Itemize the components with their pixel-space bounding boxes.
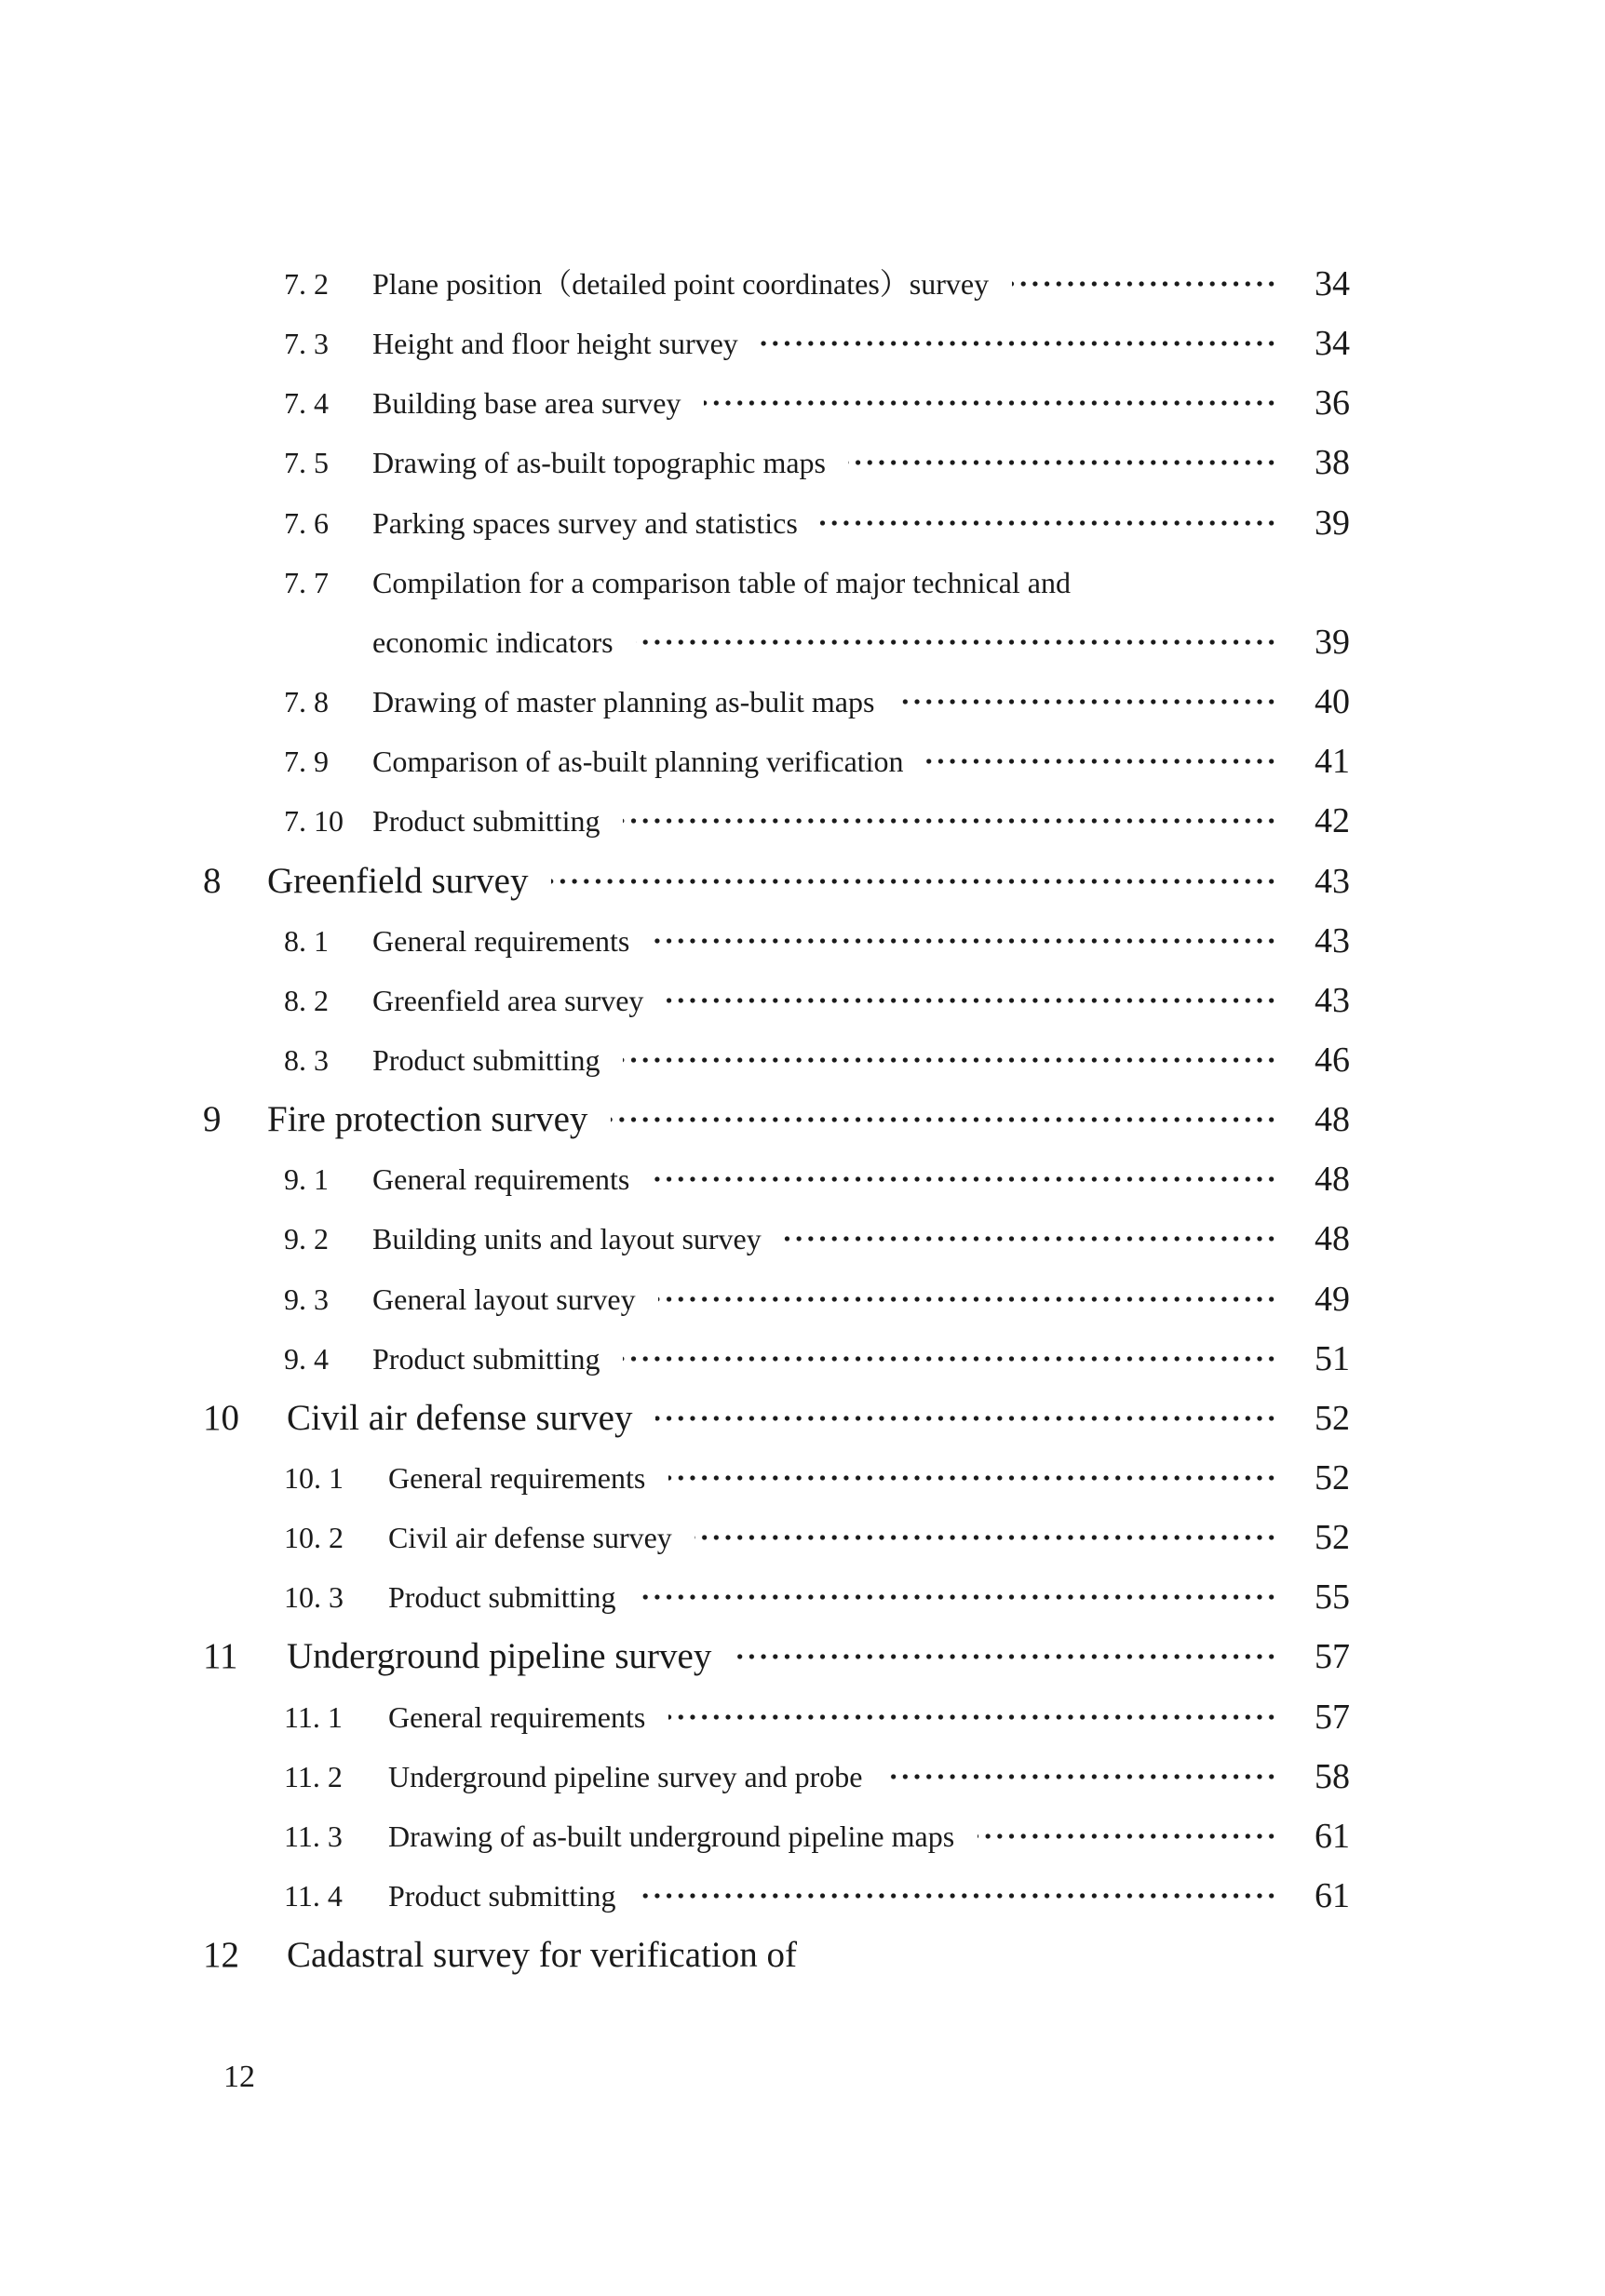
- toc-section-number: 7. 5: [284, 446, 329, 480]
- toc-chapter-row[interactable]: [0, 1629, 1605, 1685]
- toc-section-number: 8. 1: [284, 923, 329, 958]
- toc-page-number: 49: [1315, 1279, 1350, 1319]
- toc-page-number: 61: [1315, 1876, 1350, 1916]
- toc-page-number: 43: [1315, 861, 1350, 901]
- toc-page-number: 43: [1315, 980, 1350, 1020]
- toc-entry-row[interactable]: [0, 1032, 1605, 1088]
- toc-section-number: 9: [203, 1099, 222, 1140]
- dot-leader: [761, 341, 1277, 346]
- toc-chapter-row[interactable]: [0, 1390, 1605, 1446]
- toc-entry-row[interactable]: [0, 1689, 1605, 1745]
- dot-leader: [623, 1057, 1277, 1063]
- dot-leader: [611, 1117, 1277, 1122]
- dot-leader: [667, 998, 1277, 1003]
- toc-entry-row[interactable]: [0, 1331, 1605, 1387]
- dot-leader: [735, 1654, 1277, 1659]
- toc-page-number: 51: [1315, 1338, 1350, 1378]
- toc-page-number: 52: [1315, 1518, 1350, 1558]
- toc-section-title: Greenfield area survey: [372, 983, 644, 1017]
- toc-section-title: General requirements: [372, 1162, 630, 1197]
- toc-section-title: Drawing of as-built underground pipeline maps: [388, 1819, 955, 1853]
- dot-leader: [897, 699, 1277, 705]
- toc-chapter-row[interactable]: [0, 1927, 1605, 1983]
- dot-leader: [820, 520, 1277, 526]
- toc-section-number: 10. 3: [284, 1580, 344, 1615]
- toc-section-title: Greenfield survey: [267, 860, 529, 901]
- toc-section-title: Height and floor height survey: [372, 327, 738, 361]
- toc-section-title: Cadastral survey for verification of: [287, 1935, 797, 1976]
- toc-section-title: Product submitting: [388, 1879, 616, 1913]
- toc-page-number: 48: [1315, 1219, 1350, 1259]
- toc-section-title: Building base area survey: [372, 386, 681, 421]
- toc-page-number: 34: [1315, 324, 1350, 364]
- toc-section-title: Product submitting: [372, 804, 600, 839]
- toc-section-title: Underground pipeline survey and probe: [388, 1759, 863, 1793]
- toc-entry-row[interactable]: [0, 1271, 1605, 1327]
- toc-section-title: Comparison of as-built planning verification: [372, 745, 904, 779]
- toc-page-number: 48: [1315, 1160, 1350, 1200]
- toc-entry-row[interactable]: [0, 316, 1605, 371]
- toc-section-number: 8. 2: [284, 983, 329, 1017]
- toc-page-number: 39: [1315, 503, 1350, 543]
- toc-section-number: 7. 3: [284, 327, 329, 361]
- dot-leader: [668, 1475, 1277, 1481]
- dot-leader: [639, 1893, 1277, 1899]
- toc-section-title: economic indicators: [372, 624, 614, 659]
- toc-section-number: 9. 2: [284, 1222, 329, 1256]
- toc-entry-row[interactable]: [0, 733, 1605, 789]
- dot-leader: [655, 1416, 1277, 1421]
- toc-section-number: 12: [203, 1935, 239, 1976]
- toc-section-number: 8. 3: [284, 1042, 329, 1077]
- toc-section-title: General requirements: [388, 1461, 646, 1495]
- toc-entry-row[interactable]: [0, 1808, 1605, 1864]
- dot-leader: [848, 460, 1277, 465]
- toc-page-number: 34: [1315, 264, 1350, 303]
- toc-page-number: 55: [1315, 1578, 1350, 1618]
- toc-section-number: 7. 9: [284, 745, 329, 779]
- toc-entry-row[interactable]: [0, 495, 1605, 551]
- dot-leader: [704, 400, 1277, 406]
- toc-entry-row[interactable]: [0, 435, 1605, 490]
- toc-page-number: 48: [1315, 1100, 1350, 1140]
- toc-section-title: Civil air defense survey: [287, 1397, 633, 1438]
- toc-section-number: 7. 6: [284, 505, 329, 540]
- toc-page-number: 40: [1315, 682, 1350, 722]
- toc-section-title: Fire protection survey: [267, 1099, 588, 1140]
- toc-entry-row[interactable]: [0, 1450, 1605, 1506]
- toc-section-number: 7. 4: [284, 386, 329, 421]
- toc-entry-row[interactable]: [0, 1868, 1605, 1924]
- toc-section-number: 9. 3: [284, 1282, 329, 1316]
- dot-leader: [639, 1594, 1277, 1600]
- toc-section-title: Compilation for a comparison table of major technical and: [372, 565, 1071, 599]
- toc-page-number: 43: [1315, 920, 1350, 960]
- toc-page-number: 57: [1315, 1637, 1350, 1677]
- toc-entry-row[interactable]: [0, 674, 1605, 730]
- toc-page-number: 61: [1315, 1816, 1350, 1856]
- toc-page-number: 39: [1315, 622, 1350, 662]
- toc-page-number: 46: [1315, 1040, 1350, 1080]
- toc-section-number: 11. 1: [284, 1699, 343, 1734]
- toc-entry-row[interactable]: [0, 973, 1605, 1028]
- toc-section-number: 7. 10: [284, 804, 344, 839]
- toc-section-title: Underground pipeline survey: [287, 1636, 712, 1677]
- toc-section-number: 7. 8: [284, 685, 329, 719]
- toc-page-number: 36: [1315, 383, 1350, 423]
- dot-leader: [623, 1356, 1277, 1362]
- toc-page-number: 42: [1315, 801, 1350, 841]
- dot-leader: [653, 1176, 1277, 1182]
- toc-section-number: 10: [203, 1397, 239, 1438]
- toc-page-number: 52: [1315, 1398, 1350, 1438]
- toc-entry-row[interactable]: [0, 1569, 1605, 1625]
- dot-leader: [551, 879, 1277, 884]
- toc-section-title: Drawing of as-built topographic maps: [372, 446, 826, 480]
- toc-entry-row[interactable]: [0, 913, 1605, 969]
- toc-entry-row[interactable]: [0, 375, 1605, 431]
- toc-section-number: 11. 4: [284, 1879, 343, 1913]
- toc-section-title: Building units and layout survey: [372, 1222, 762, 1256]
- toc-section-number: 11: [203, 1636, 238, 1677]
- toc-section-title: General requirements: [388, 1699, 646, 1734]
- toc-section-title: General layout survey: [372, 1282, 636, 1316]
- toc-section-title: Drawing of master planning as-bulit maps: [372, 685, 875, 719]
- dot-leader: [653, 938, 1277, 944]
- toc-chapter-row[interactable]: [0, 853, 1605, 909]
- toc-page-number: 52: [1315, 1458, 1350, 1497]
- toc-entry-row[interactable]: [0, 1151, 1605, 1207]
- dot-leader: [926, 759, 1277, 764]
- toc-section-title: Product submitting: [388, 1580, 616, 1615]
- toc-section-title: Product submitting: [372, 1042, 600, 1077]
- page-number: 12: [223, 2060, 255, 2094]
- toc-section-number: 11. 2: [284, 1759, 343, 1793]
- toc-section-title: General requirements: [372, 923, 630, 958]
- toc-entry-row[interactable]: [0, 555, 1605, 611]
- dot-leader: [658, 1296, 1277, 1302]
- toc-page-number: 58: [1315, 1756, 1350, 1796]
- toc-page-number: 57: [1315, 1697, 1350, 1737]
- toc-entry-row[interactable]: [0, 1749, 1605, 1805]
- toc-section-number: 9. 1: [284, 1162, 329, 1197]
- dot-leader: [668, 1714, 1277, 1720]
- toc-entry-row[interactable]: [0, 793, 1605, 849]
- toc-page-number: 41: [1315, 742, 1350, 782]
- toc-entry-row[interactable]: [0, 1211, 1605, 1267]
- dot-leader: [695, 1535, 1277, 1540]
- toc-section-number: 8: [203, 860, 222, 901]
- dot-leader: [978, 1833, 1277, 1839]
- toc-section-number: 11. 3: [284, 1819, 343, 1853]
- toc-section-title: Product submitting: [372, 1341, 600, 1376]
- toc-entry-row[interactable]: [0, 256, 1605, 312]
- toc-page-number: 38: [1315, 443, 1350, 483]
- toc-section-number: 9. 4: [284, 1341, 329, 1376]
- dot-leader: [1012, 281, 1277, 287]
- dot-leader: [885, 1774, 1277, 1779]
- toc-section-title: Civil air defense survey: [388, 1521, 672, 1555]
- toc-chapter-row[interactable]: [0, 1092, 1605, 1148]
- toc-section-number: 7. 2: [284, 267, 329, 301]
- toc-entry-row[interactable]: [0, 1510, 1605, 1565]
- toc-section-number: 10. 2: [284, 1521, 344, 1555]
- toc-section-title: Plane position（detailed point coordinates）survey: [372, 267, 990, 301]
- toc-section-title: Parking spaces survey and statistics: [372, 505, 798, 540]
- toc-entry-row[interactable]: [0, 614, 1605, 670]
- dot-leader: [623, 818, 1277, 824]
- dot-leader: [784, 1236, 1277, 1242]
- toc-section-number: 10. 1: [284, 1461, 344, 1495]
- dot-leader: [636, 639, 1277, 645]
- toc-section-number: 7. 7: [284, 565, 329, 599]
